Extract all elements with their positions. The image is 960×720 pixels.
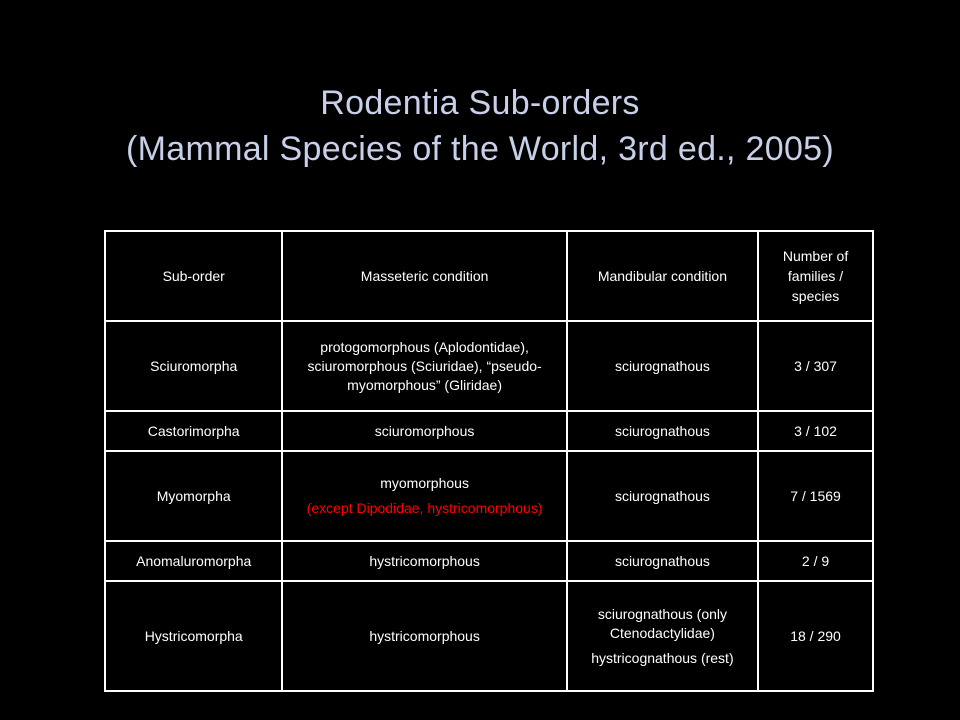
cell-mandibular: sciurognathous xyxy=(567,451,758,541)
cell-count: 2 / 9 xyxy=(758,541,873,581)
title-line-2: (Mammal Species of the World, 3rd ed., 2005) xyxy=(126,130,834,168)
masseteric-exception-note: (except Dipodidae, hystricomorphous) xyxy=(306,500,543,516)
cell-suborder: Hystricomorpha xyxy=(105,581,282,691)
cell-mandibular xyxy=(567,581,758,691)
cell-count: 3 / 102 xyxy=(758,411,873,451)
mandibular-main: sciurognathous (only Ctenodactylidae) xyxy=(597,605,728,641)
table-row xyxy=(105,541,873,581)
cell-suborder: Sciuromorpha xyxy=(105,321,282,411)
cell-masseteric xyxy=(282,451,566,541)
cell-suborder: Anomaluromorpha xyxy=(105,541,282,581)
table-row xyxy=(105,451,873,541)
cell-masseteric: protogomorphous (Aplodontidae), sciuromorphous (Sciuridae), “pseudo-myomorphous” (Gliridae) xyxy=(282,321,566,411)
table-header-row xyxy=(105,231,873,321)
header-masseteric: Masseteric condition xyxy=(282,231,566,321)
title-line-1: Rodentia Sub-orders xyxy=(320,84,640,122)
cell-masseteric: hystricomorphous xyxy=(282,541,566,581)
cell-mandibular: sciurognathous xyxy=(567,541,758,581)
masseteric-main: myomorphous xyxy=(380,475,469,491)
mandibular-rest: hystricognathous (rest) xyxy=(591,649,734,666)
slide-title xyxy=(0,80,960,172)
cell-suborder: Castorimorpha xyxy=(105,411,282,451)
header-mandibular: Mandibular condition xyxy=(567,231,758,321)
header-count: Number of families / species xyxy=(758,231,873,321)
cell-masseteric: sciuromorphous xyxy=(282,411,566,451)
cell-suborder: Myomorpha xyxy=(105,451,282,541)
cell-mandibular: sciurognathous xyxy=(567,411,758,451)
cell-count: 18 / 290 xyxy=(758,581,873,691)
header-suborder: Sub-order xyxy=(105,231,282,321)
cell-count: 7 / 1569 xyxy=(758,451,873,541)
table-row xyxy=(105,581,873,691)
table-row xyxy=(105,321,873,411)
cell-masseteric: hystricomorphous xyxy=(282,581,566,691)
suborders-table xyxy=(104,230,874,692)
cell-count: 3 / 307 xyxy=(758,321,873,411)
cell-mandibular: sciurognathous xyxy=(567,321,758,411)
table-row xyxy=(105,411,873,451)
